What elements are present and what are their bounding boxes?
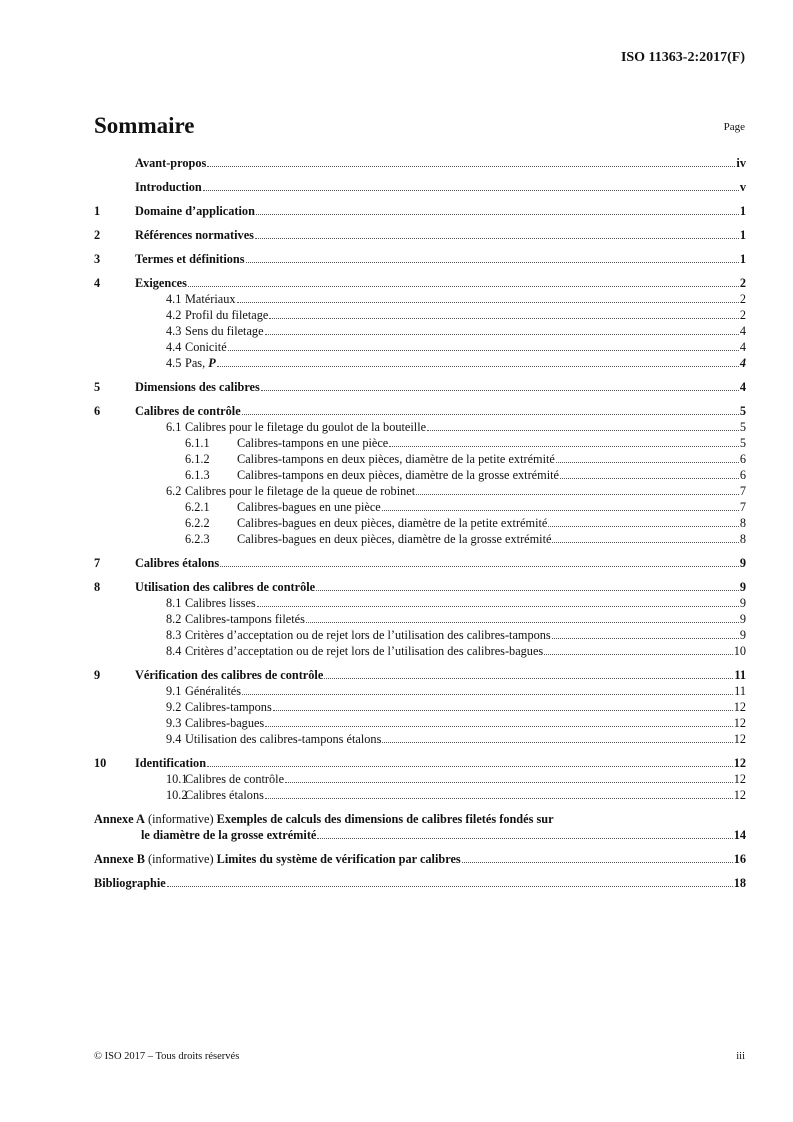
toc-entry-title bbox=[185, 323, 264, 339]
toc-entry-page: 2 bbox=[739, 276, 746, 290]
dot-leader bbox=[203, 189, 739, 191]
toc-entry-number: 4.2 bbox=[166, 308, 182, 322]
toc-entry[interactable] bbox=[94, 451, 746, 467]
toc-entry-title bbox=[237, 435, 388, 451]
toc-entry-title-text: Calibres-tampons en deux pièces, diamètre de la grosse extrémité bbox=[237, 468, 559, 482]
page-column-label: Page bbox=[723, 121, 745, 133]
dot-leader bbox=[552, 541, 738, 543]
toc-entry-title-text: Vérification des calibres de contrôle bbox=[135, 668, 324, 682]
toc-entry-title-text: Calibres lisses bbox=[185, 596, 256, 610]
dot-leader bbox=[217, 365, 739, 367]
toc-entry[interactable] bbox=[94, 515, 746, 531]
toc-entry-title-text: Utilisation des calibres-tampons étalons bbox=[185, 732, 382, 746]
toc-entry-number: 3 bbox=[94, 252, 101, 266]
toc-entry-title-text: Calibres-bagues en deux pièces, diamètre de la petite extrémité bbox=[237, 516, 548, 530]
toc-entry-title bbox=[185, 699, 272, 715]
toc-entry-title bbox=[237, 531, 551, 547]
toc-entry[interactable] bbox=[94, 771, 746, 787]
toc-entry-number: 6.2.1 bbox=[185, 500, 210, 514]
toc-entry-title-text: Identification bbox=[135, 756, 207, 770]
toc-entry-title bbox=[135, 755, 206, 771]
toc-entry-page: 9 bbox=[739, 580, 746, 594]
toc-entry-title bbox=[185, 419, 426, 435]
toc-entry-page: 5 bbox=[739, 420, 746, 434]
toc-entry-page: 6 bbox=[739, 468, 746, 482]
toc-entry-title-text: Exigences bbox=[135, 276, 187, 290]
toc-entry[interactable] bbox=[94, 755, 746, 771]
toc-entry[interactable] bbox=[94, 355, 746, 371]
dot-leader bbox=[317, 837, 732, 839]
annex-label: Annexe B bbox=[94, 852, 145, 866]
toc-entry-title bbox=[185, 595, 256, 611]
dot-leader bbox=[167, 885, 733, 887]
dot-leader bbox=[389, 445, 739, 447]
annex-qualifier: (informative) bbox=[144, 852, 217, 866]
dot-leader bbox=[265, 725, 732, 727]
toc-entry-title bbox=[185, 715, 264, 731]
toc-entry-title-text: Calibres-tampons en une pièce bbox=[237, 436, 389, 450]
toc-entry[interactable] bbox=[94, 155, 746, 171]
toc-entry-number: 8.1 bbox=[166, 596, 182, 610]
toc-entry-number: 8.2 bbox=[166, 612, 182, 626]
toc-entry[interactable] bbox=[94, 627, 746, 643]
dot-leader bbox=[228, 349, 739, 351]
dot-leader bbox=[255, 237, 739, 239]
toc-entry-page: 1 bbox=[739, 252, 746, 266]
toc-entry-number: 9.2 bbox=[166, 700, 182, 714]
toc-entry[interactable] bbox=[94, 339, 746, 355]
toc-entry-number: 2 bbox=[94, 228, 101, 242]
toc-entry-page: 14 bbox=[733, 828, 746, 842]
dot-leader bbox=[560, 477, 739, 479]
dot-leader bbox=[188, 285, 739, 287]
toc-entry[interactable] bbox=[94, 787, 746, 803]
toc-entry-page: 5 bbox=[739, 436, 746, 450]
toc-entry-title-text: Calibres-tampons en deux pièces, diamètre de la petite extrémité bbox=[237, 452, 555, 466]
toc-entry-title-text: Généralités bbox=[185, 684, 241, 698]
toc-entry-number: 6 bbox=[94, 404, 101, 418]
toc-entry-number: 6.2.3 bbox=[185, 532, 210, 546]
toc-entry-number: 7 bbox=[94, 556, 101, 570]
toc-entry-title bbox=[135, 251, 245, 267]
toc-entry-number: 8 bbox=[94, 580, 101, 594]
annex-title: Limites du système de vérification par calibres bbox=[216, 852, 461, 866]
toc-entry-number: 8.3 bbox=[166, 628, 182, 642]
dot-leader bbox=[256, 213, 739, 215]
toc-entry[interactable] bbox=[94, 667, 746, 683]
toc-entry[interactable] bbox=[94, 227, 746, 243]
toc-entry-title-text: Pas, bbox=[185, 356, 209, 370]
toc-entry-page: 9 bbox=[739, 596, 746, 610]
toc-entry-title bbox=[135, 403, 241, 419]
toc-entry-page: 8 bbox=[739, 516, 746, 530]
toc-entry-page: 12 bbox=[733, 788, 746, 802]
dot-leader bbox=[265, 333, 739, 335]
toc-entry-title-text: Introduction bbox=[135, 180, 202, 194]
toc-entry[interactable] bbox=[94, 251, 746, 267]
toc-entry-title bbox=[185, 683, 241, 699]
toc-entry-page: 12 bbox=[733, 756, 746, 770]
toc-entry-page: 9 bbox=[739, 628, 746, 642]
toc-entry-title bbox=[135, 275, 187, 291]
dot-leader bbox=[242, 413, 739, 415]
toc-entry-page: 9 bbox=[739, 556, 746, 570]
toc-entry-title bbox=[135, 667, 323, 683]
dot-leader bbox=[242, 693, 733, 695]
toc-entry-title bbox=[185, 611, 305, 627]
toc-entry-title-text: Calibres étalons bbox=[135, 556, 220, 570]
toc-entry-title bbox=[185, 731, 381, 747]
toc-entry-title-text: Utilisation des calibres de contrôle bbox=[135, 580, 316, 594]
toc-entry-title-text: Références normatives bbox=[135, 228, 254, 242]
toc-entry-number: 10.1 bbox=[166, 772, 188, 786]
dot-leader bbox=[556, 461, 739, 463]
toc-entry[interactable] bbox=[94, 291, 746, 307]
toc-entry[interactable] bbox=[94, 715, 746, 731]
toc-entry-title-text: Sens du filetage bbox=[185, 324, 264, 338]
toc-entry-title: Bibliographie bbox=[94, 876, 166, 890]
toc-entry-number: 6.1.3 bbox=[185, 468, 210, 482]
dot-leader bbox=[427, 429, 739, 431]
document-reference: ISO 11363-2:2017(F) bbox=[620, 50, 745, 65]
toc-entry[interactable] bbox=[94, 531, 746, 547]
toc-entry-page: 4 bbox=[739, 340, 746, 354]
toc-entry-page: 8 bbox=[739, 532, 746, 546]
toc-annex-entry[interactable] bbox=[94, 811, 746, 843]
toc-entry-title bbox=[237, 467, 559, 483]
toc-entry-number: 9.3 bbox=[166, 716, 182, 730]
dot-leader bbox=[220, 565, 739, 567]
dot-leader bbox=[273, 709, 733, 711]
toc-entry-title bbox=[185, 771, 284, 787]
toc-entry-number: 6.1.2 bbox=[185, 452, 210, 466]
toc-entry-number: 4.3 bbox=[166, 324, 182, 338]
toc-entry-title-text: Calibres-tampons bbox=[185, 700, 272, 714]
toc-entry-number: 6.1 bbox=[166, 420, 182, 434]
toc-entry-page: 12 bbox=[733, 772, 746, 786]
toc-entry-title-text: Calibres pour le filetage du goulot de la bouteille bbox=[185, 420, 427, 434]
dot-leader bbox=[462, 861, 733, 863]
dot-leader bbox=[246, 261, 739, 263]
toc-entry-title bbox=[135, 155, 206, 171]
toc-entry-page: 4 bbox=[739, 356, 746, 370]
toc-entry[interactable] bbox=[94, 483, 746, 499]
dot-leader bbox=[207, 165, 735, 167]
dot-leader bbox=[261, 389, 739, 391]
toc-entry-page: 7 bbox=[739, 484, 746, 498]
toc-entry-bibliography[interactable] bbox=[94, 875, 746, 891]
toc-entry-title-text: Termes et définitions bbox=[135, 252, 245, 266]
toc-entry-title bbox=[237, 515, 547, 531]
toc-entry-page: 2 bbox=[739, 292, 746, 306]
toc-entry-title-text: Calibres de contrôle bbox=[185, 772, 285, 786]
toc-entry-number: 10.2 bbox=[166, 788, 188, 802]
toc-entry[interactable] bbox=[94, 611, 746, 627]
toc-entry[interactable] bbox=[94, 499, 746, 515]
toc-entry-title bbox=[135, 555, 219, 571]
toc-entry[interactable] bbox=[94, 435, 746, 451]
toc-entry-page: 10 bbox=[733, 644, 746, 658]
dot-leader bbox=[207, 765, 733, 767]
toc-entry[interactable] bbox=[94, 403, 746, 419]
toc-entry[interactable] bbox=[94, 203, 746, 219]
annex-title-continued: le diamètre de la grosse extrémité bbox=[141, 828, 317, 842]
toc-entry-title bbox=[185, 483, 415, 499]
toc-entry-title-text: Calibres pour le filetage de la queue de robinet bbox=[185, 484, 416, 498]
annex-label: Annexe A bbox=[94, 812, 145, 826]
toc-entry-title-text: Calibres-tampons filetés bbox=[185, 612, 305, 626]
toc-entry-page: 4 bbox=[739, 324, 746, 338]
toc-entry-title bbox=[185, 643, 543, 659]
toc-entry-number: 9.1 bbox=[166, 684, 182, 698]
toc-entry-number: 6.1.1 bbox=[185, 436, 210, 450]
toc-entry-title-text: Avant-propos bbox=[135, 156, 207, 170]
toc-entry[interactable] bbox=[94, 699, 746, 715]
toc-entry-page: v bbox=[739, 180, 746, 194]
toc-annex-line bbox=[94, 827, 746, 843]
toc-entry-page: iv bbox=[736, 156, 746, 170]
toc-entry-number: 10 bbox=[94, 756, 107, 770]
toc-entry-number: 4.1 bbox=[166, 292, 182, 306]
toc-entry[interactable] bbox=[94, 579, 746, 595]
toc-entry[interactable] bbox=[94, 467, 746, 483]
toc-entry-number: 4 bbox=[94, 276, 101, 290]
toc-entry-title-text: Critères d’acceptation ou de rejet lors de l’utilisation des calibres-bagues bbox=[185, 644, 544, 658]
toc-entry-page: 1 bbox=[739, 228, 746, 242]
dot-leader bbox=[257, 605, 739, 607]
toc-annex-entry[interactable] bbox=[94, 851, 746, 867]
toc-entry-title-text: Calibres de contrôle bbox=[135, 404, 241, 418]
toc-entry-title bbox=[185, 291, 236, 307]
toc-entry-page: 12 bbox=[733, 732, 746, 746]
toc-entry-number: 6.2 bbox=[166, 484, 182, 498]
toc-entry[interactable] bbox=[94, 323, 746, 339]
toc-entry-number: 9.4 bbox=[166, 732, 182, 746]
toc-entry[interactable] bbox=[94, 419, 746, 435]
toc-entry-title bbox=[185, 787, 264, 803]
toc-entry-number: 8.4 bbox=[166, 644, 182, 658]
toc-entry-page: 9 bbox=[739, 612, 746, 626]
toc-entry-title-text: Critères d’acceptation ou de rejet lors de l’utilisation des calibres-tampons bbox=[185, 628, 551, 642]
toc-annex-line bbox=[94, 811, 746, 827]
dot-leader bbox=[237, 301, 739, 303]
toc-entry[interactable] bbox=[94, 595, 746, 611]
toc-entry-page: 6 bbox=[739, 452, 746, 466]
dot-leader bbox=[382, 509, 739, 511]
dot-leader bbox=[265, 797, 733, 799]
toc-entry-title bbox=[237, 499, 381, 515]
toc-entry-page: 18 bbox=[733, 876, 746, 890]
toc-entry-title bbox=[135, 579, 315, 595]
toc-entry-title-text: Calibres-bagues en une pièce bbox=[237, 500, 381, 514]
toc-entry[interactable] bbox=[94, 643, 746, 659]
footer-page-number: iii bbox=[736, 1051, 745, 1062]
toc-entry-page: 5 bbox=[739, 404, 746, 418]
dot-leader bbox=[548, 525, 738, 527]
toc-entry-title-text: Calibres-bagues en deux pièces, diamètre de la grosse extrémité bbox=[237, 532, 552, 546]
toc-entry-page: 2 bbox=[739, 308, 746, 322]
dot-leader bbox=[416, 493, 739, 495]
dot-leader bbox=[285, 781, 733, 783]
toc-entry-title-text: Domaine d’application bbox=[135, 204, 255, 218]
toc-entry-number: 6.2.2 bbox=[185, 516, 210, 530]
toc-entry[interactable] bbox=[94, 275, 746, 291]
toc-entry-page: 11 bbox=[734, 668, 746, 682]
toc-entry-title bbox=[185, 355, 216, 371]
toc-entry-page: 16 bbox=[733, 852, 746, 866]
toc-entry[interactable] bbox=[94, 555, 746, 571]
toc-entry-page: 12 bbox=[733, 700, 746, 714]
footer-copyright: © ISO 2017 – Tous droits réservés bbox=[94, 1051, 240, 1062]
toc-entry-title bbox=[135, 227, 254, 243]
toc-entry-title-text: Calibres-bagues bbox=[185, 716, 265, 730]
toc-entry-number: 4.4 bbox=[166, 340, 182, 354]
table-of-contents bbox=[94, 155, 746, 891]
toc-entry-page: 7 bbox=[739, 500, 746, 514]
annex-title: Exemples de calculs des dimensions de calibres filetés fondés sur bbox=[216, 812, 554, 826]
toc-entry-title-symbol: P bbox=[208, 356, 216, 370]
toc-entry-title bbox=[185, 627, 551, 643]
dot-leader bbox=[269, 317, 739, 319]
toc-entry[interactable] bbox=[94, 179, 746, 195]
toc-entry-title bbox=[135, 179, 202, 195]
toc-entry-number: 5 bbox=[94, 380, 101, 394]
toc-entry-title-text: Conicité bbox=[185, 340, 227, 354]
toc-entry-title-text: Calibres étalons bbox=[185, 788, 264, 802]
dot-leader bbox=[544, 653, 733, 655]
toc-entry-page: 4 bbox=[739, 380, 746, 394]
toc-entry-title-text: Profil du filetage bbox=[185, 308, 269, 322]
toc-entry-title-text: Dimensions des calibres bbox=[135, 380, 260, 394]
toc-entry-number: 4.5 bbox=[166, 356, 182, 370]
toc-entry-title-text: Matériaux bbox=[185, 292, 236, 306]
dot-leader bbox=[306, 621, 739, 623]
toc-entry[interactable] bbox=[94, 307, 746, 323]
toc-entry[interactable] bbox=[94, 379, 746, 395]
toc-entry-page: 1 bbox=[739, 204, 746, 218]
toc-entry-title bbox=[185, 339, 227, 355]
toc-entry-title bbox=[135, 203, 255, 219]
toc-entry-number: 9 bbox=[94, 668, 101, 682]
annex-heading bbox=[94, 851, 461, 867]
toc-entry-title bbox=[135, 379, 260, 395]
annex-qualifier: (informative) bbox=[144, 812, 217, 826]
dot-leader bbox=[382, 741, 732, 743]
toc-entry-page: 12 bbox=[733, 716, 746, 730]
toc-entry[interactable] bbox=[94, 731, 746, 747]
dot-leader bbox=[552, 637, 739, 639]
dot-leader bbox=[324, 677, 733, 679]
toc-entry-title bbox=[185, 307, 268, 323]
page-title: Sommaire bbox=[94, 113, 195, 138]
toc-entry[interactable] bbox=[94, 683, 746, 699]
toc-entry-page: 11 bbox=[734, 684, 746, 698]
dot-leader bbox=[316, 589, 739, 591]
toc-entry-title bbox=[237, 451, 555, 467]
toc-annex-line bbox=[94, 851, 746, 867]
toc-entry-number: 1 bbox=[94, 204, 101, 218]
